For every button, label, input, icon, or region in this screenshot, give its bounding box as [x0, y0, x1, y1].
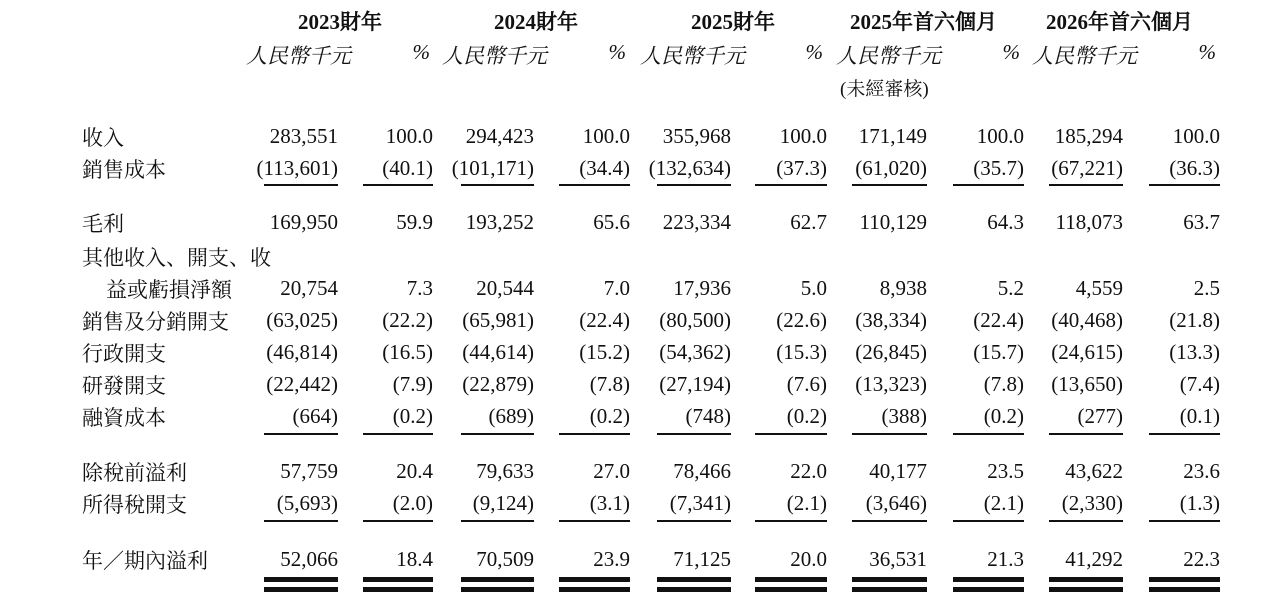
row-label: 年／期內溢利: [82, 549, 208, 573]
percent-cell: 23.9: [593, 547, 630, 571]
subtotal-rule: [657, 520, 731, 522]
subtotal-rule: [755, 520, 827, 522]
subtotal-rule: [363, 520, 433, 522]
row-label: 所得稅開支: [82, 493, 187, 517]
percent-cell: 100.0: [1172, 124, 1220, 148]
percent-cell: (7.8): [589, 372, 630, 396]
subtotal-rule: [559, 184, 630, 186]
percent-cell: (0.2): [392, 404, 433, 428]
subtotal-rule: [1049, 184, 1123, 186]
period-header: 2023財年: [298, 10, 382, 34]
amount-cell: 185,294: [1054, 124, 1123, 148]
subtotal-rule: [953, 520, 1024, 522]
amount-cell: 36,531: [869, 547, 927, 571]
total-double-rule: [755, 587, 827, 592]
amount-cell: (7,341): [669, 491, 731, 515]
subtotal-rule: [264, 520, 338, 522]
amount-cell: (80,500): [659, 308, 731, 332]
amount-cell: (277): [1077, 404, 1123, 428]
percent-cell: 64.3: [987, 210, 1024, 234]
subtotal-rule: [264, 184, 338, 186]
amount-cell: (24,615): [1051, 340, 1123, 364]
percent-cell: (15.2): [579, 340, 630, 364]
percent-cell: (15.7): [973, 340, 1024, 364]
percent-cell: 21.3: [987, 547, 1024, 571]
subtotal-rule: [755, 184, 827, 186]
amount-cell: 355,968: [662, 124, 731, 148]
amount-cell: (664): [292, 404, 338, 428]
period-header: 2026年首六個月: [1046, 10, 1193, 34]
subtotal-rule: [363, 184, 433, 186]
percent-cell: (22.4): [973, 308, 1024, 332]
percent-cell: (0.2): [786, 404, 827, 428]
amount-cell: (22,442): [266, 372, 338, 396]
percent-cell: 65.6: [593, 210, 630, 234]
amount-cell: 193,252: [465, 210, 534, 234]
subtotal-rule: [852, 184, 927, 186]
amount-cell: (61,020): [855, 156, 927, 180]
percent-cell: (7.6): [786, 372, 827, 396]
percent-cell: (21.8): [1169, 308, 1220, 332]
amount-cell: (54,362): [659, 340, 731, 364]
percent-cell: 100.0: [385, 124, 433, 148]
percent-cell: (0.2): [589, 404, 630, 428]
percent-cell: (22.6): [776, 308, 827, 332]
amount-unit-label: 人民幣千元: [442, 44, 547, 68]
subtotal-rule: [264, 433, 338, 435]
amount-cell: (748): [685, 404, 731, 428]
total-double-rule: [657, 587, 731, 592]
subtotal-rule: [657, 184, 731, 186]
percent-cell: (2.0): [392, 491, 433, 515]
total-double-rule: [559, 577, 630, 582]
unaudited-note: (未經審核): [840, 79, 929, 100]
amount-cell: (3,646): [865, 491, 927, 515]
percent-unit-label: %: [412, 40, 430, 64]
total-double-rule: [657, 577, 731, 582]
total-double-rule: [1049, 577, 1123, 582]
percent-cell: (2.1): [983, 491, 1024, 515]
amount-cell: (46,814): [266, 340, 338, 364]
amount-cell: (101,171): [451, 156, 534, 180]
total-double-rule: [755, 577, 827, 582]
percent-cell: 22.3: [1183, 547, 1220, 571]
period-header: 2024財年: [494, 10, 578, 34]
subtotal-rule: [1149, 520, 1220, 522]
percent-cell: 20.4: [396, 459, 433, 483]
subtotal-rule: [657, 433, 731, 435]
amount-cell: (63,025): [266, 308, 338, 332]
amount-cell: (40,468): [1051, 308, 1123, 332]
amount-unit-label: 人民幣千元: [1032, 44, 1137, 68]
amount-cell: 78,466: [673, 459, 731, 483]
amount-cell: (388): [881, 404, 927, 428]
total-double-rule: [852, 577, 927, 582]
amount-cell: 294,423: [465, 124, 534, 148]
subtotal-rule: [1049, 520, 1123, 522]
amount-cell: (132,634): [648, 156, 731, 180]
amount-cell: 71,125: [673, 547, 731, 571]
amount-cell: (38,334): [855, 308, 927, 332]
amount-cell: (5,693): [276, 491, 338, 515]
percent-cell: (36.3): [1169, 156, 1220, 180]
row-label: 毛利: [82, 212, 124, 236]
percent-cell: 63.7: [1183, 210, 1220, 234]
subtotal-rule: [1149, 433, 1220, 435]
percent-cell: 100.0: [779, 124, 827, 148]
percent-cell: (1.3): [1179, 491, 1220, 515]
total-double-rule: [461, 587, 534, 592]
amount-cell: 223,334: [662, 210, 731, 234]
row-label: 其他收入、開支、收: [82, 246, 271, 270]
amount-cell: (26,845): [855, 340, 927, 364]
subtotal-rule: [852, 520, 927, 522]
amount-cell: 70,509: [476, 547, 534, 571]
subtotal-rule: [953, 184, 1024, 186]
percent-unit-label: %: [1198, 40, 1216, 64]
period-header: 2025年首六個月: [850, 10, 997, 34]
amount-cell: (67,221): [1051, 156, 1123, 180]
percent-unit-label: %: [608, 40, 626, 64]
percent-cell: 23.6: [1183, 459, 1220, 483]
amount-cell: 169,950: [269, 210, 338, 234]
row-label: 銷售成本: [82, 158, 166, 182]
amount-cell: 43,622: [1065, 459, 1123, 483]
percent-cell: (13.3): [1169, 340, 1220, 364]
amount-cell: (689): [488, 404, 534, 428]
percent-cell: 7.3: [406, 276, 433, 300]
amount-cell: 17,936: [673, 276, 731, 300]
amount-unit-label: 人民幣千元: [640, 44, 745, 68]
amount-cell: 57,759: [280, 459, 338, 483]
percent-cell: (3.1): [589, 491, 630, 515]
percent-cell: 5.0: [800, 276, 827, 300]
percent-cell: (7.9): [392, 372, 433, 396]
percent-cell: (15.3): [776, 340, 827, 364]
percent-cell: (35.7): [973, 156, 1024, 180]
percent-cell: (16.5): [382, 340, 433, 364]
amount-unit-label: 人民幣千元: [246, 44, 351, 68]
row-label: 行政開支: [82, 342, 166, 366]
percent-cell: (22.2): [382, 308, 433, 332]
total-double-rule: [363, 587, 433, 592]
percent-cell: (0.1): [1179, 404, 1220, 428]
subtotal-rule: [461, 184, 534, 186]
row-label: 銷售及分銷開支: [82, 310, 229, 334]
amount-cell: (9,124): [472, 491, 534, 515]
percent-cell: (34.4): [579, 156, 630, 180]
amount-cell: (27,194): [659, 372, 731, 396]
amount-cell: 8,938: [879, 276, 927, 300]
amount-unit-label: 人民幣千元: [836, 44, 941, 68]
amount-cell: 20,754: [280, 276, 338, 300]
percent-unit-label: %: [805, 40, 823, 64]
subtotal-rule: [1049, 433, 1123, 435]
amount-cell: 41,292: [1065, 547, 1123, 571]
amount-cell: 110,129: [859, 210, 927, 234]
total-double-rule: [264, 587, 338, 592]
total-double-rule: [953, 577, 1024, 582]
row-label: 研發開支: [82, 374, 166, 398]
total-double-rule: [363, 577, 433, 582]
total-double-rule: [852, 587, 927, 592]
total-double-rule: [1149, 577, 1220, 582]
percent-cell: 59.9: [396, 210, 433, 234]
row-label: 除稅前溢利: [82, 461, 187, 485]
amount-cell: 52,066: [280, 547, 338, 571]
subtotal-rule: [852, 433, 927, 435]
amount-cell: (2,330): [1061, 491, 1123, 515]
amount-cell: 118,073: [1055, 210, 1123, 234]
amount-cell: (44,614): [462, 340, 534, 364]
percent-cell: (0.2): [983, 404, 1024, 428]
percent-cell: (22.4): [579, 308, 630, 332]
subtotal-rule: [953, 433, 1024, 435]
amount-cell: (22,879): [462, 372, 534, 396]
percent-cell: 5.2: [997, 276, 1024, 300]
period-header: 2025財年: [691, 10, 775, 34]
percent-cell: 2.5: [1193, 276, 1220, 300]
amount-cell: 40,177: [869, 459, 927, 483]
total-double-rule: [559, 587, 630, 592]
percent-cell: 22.0: [790, 459, 827, 483]
subtotal-rule: [1149, 184, 1220, 186]
amount-cell: 20,544: [476, 276, 534, 300]
subtotal-rule: [559, 520, 630, 522]
percent-cell: 62.7: [790, 210, 827, 234]
total-double-rule: [953, 587, 1024, 592]
total-double-rule: [264, 577, 338, 582]
row-label-continued: 益或虧損淨額: [106, 278, 232, 302]
percent-cell: 18.4: [396, 547, 433, 571]
total-double-rule: [1149, 587, 1220, 592]
percent-unit-label: %: [1002, 40, 1020, 64]
amount-cell: 4,559: [1075, 276, 1123, 300]
row-label: 融資成本: [82, 406, 166, 430]
amount-cell: (13,650): [1051, 372, 1123, 396]
total-double-rule: [1049, 587, 1123, 592]
subtotal-rule: [461, 433, 534, 435]
amount-cell: (13,323): [855, 372, 927, 396]
percent-cell: 100.0: [976, 124, 1024, 148]
percent-cell: (7.4): [1179, 372, 1220, 396]
percent-cell: 100.0: [582, 124, 630, 148]
subtotal-rule: [559, 433, 630, 435]
percent-cell: (2.1): [786, 491, 827, 515]
percent-cell: 7.0: [603, 276, 630, 300]
percent-cell: 27.0: [593, 459, 630, 483]
subtotal-rule: [755, 433, 827, 435]
percent-cell: 20.0: [790, 547, 827, 571]
percent-cell: (7.8): [983, 372, 1024, 396]
subtotal-rule: [461, 520, 534, 522]
percent-cell: (40.1): [382, 156, 433, 180]
percent-cell: 23.5: [987, 459, 1024, 483]
total-double-rule: [461, 577, 534, 582]
subtotal-rule: [363, 433, 433, 435]
amount-cell: 79,633: [476, 459, 534, 483]
row-label: 收入: [82, 126, 124, 150]
amount-cell: (65,981): [462, 308, 534, 332]
amount-cell: 171,149: [858, 124, 927, 148]
percent-cell: (37.3): [776, 156, 827, 180]
amount-cell: 283,551: [269, 124, 338, 148]
amount-cell: (113,601): [256, 156, 338, 180]
